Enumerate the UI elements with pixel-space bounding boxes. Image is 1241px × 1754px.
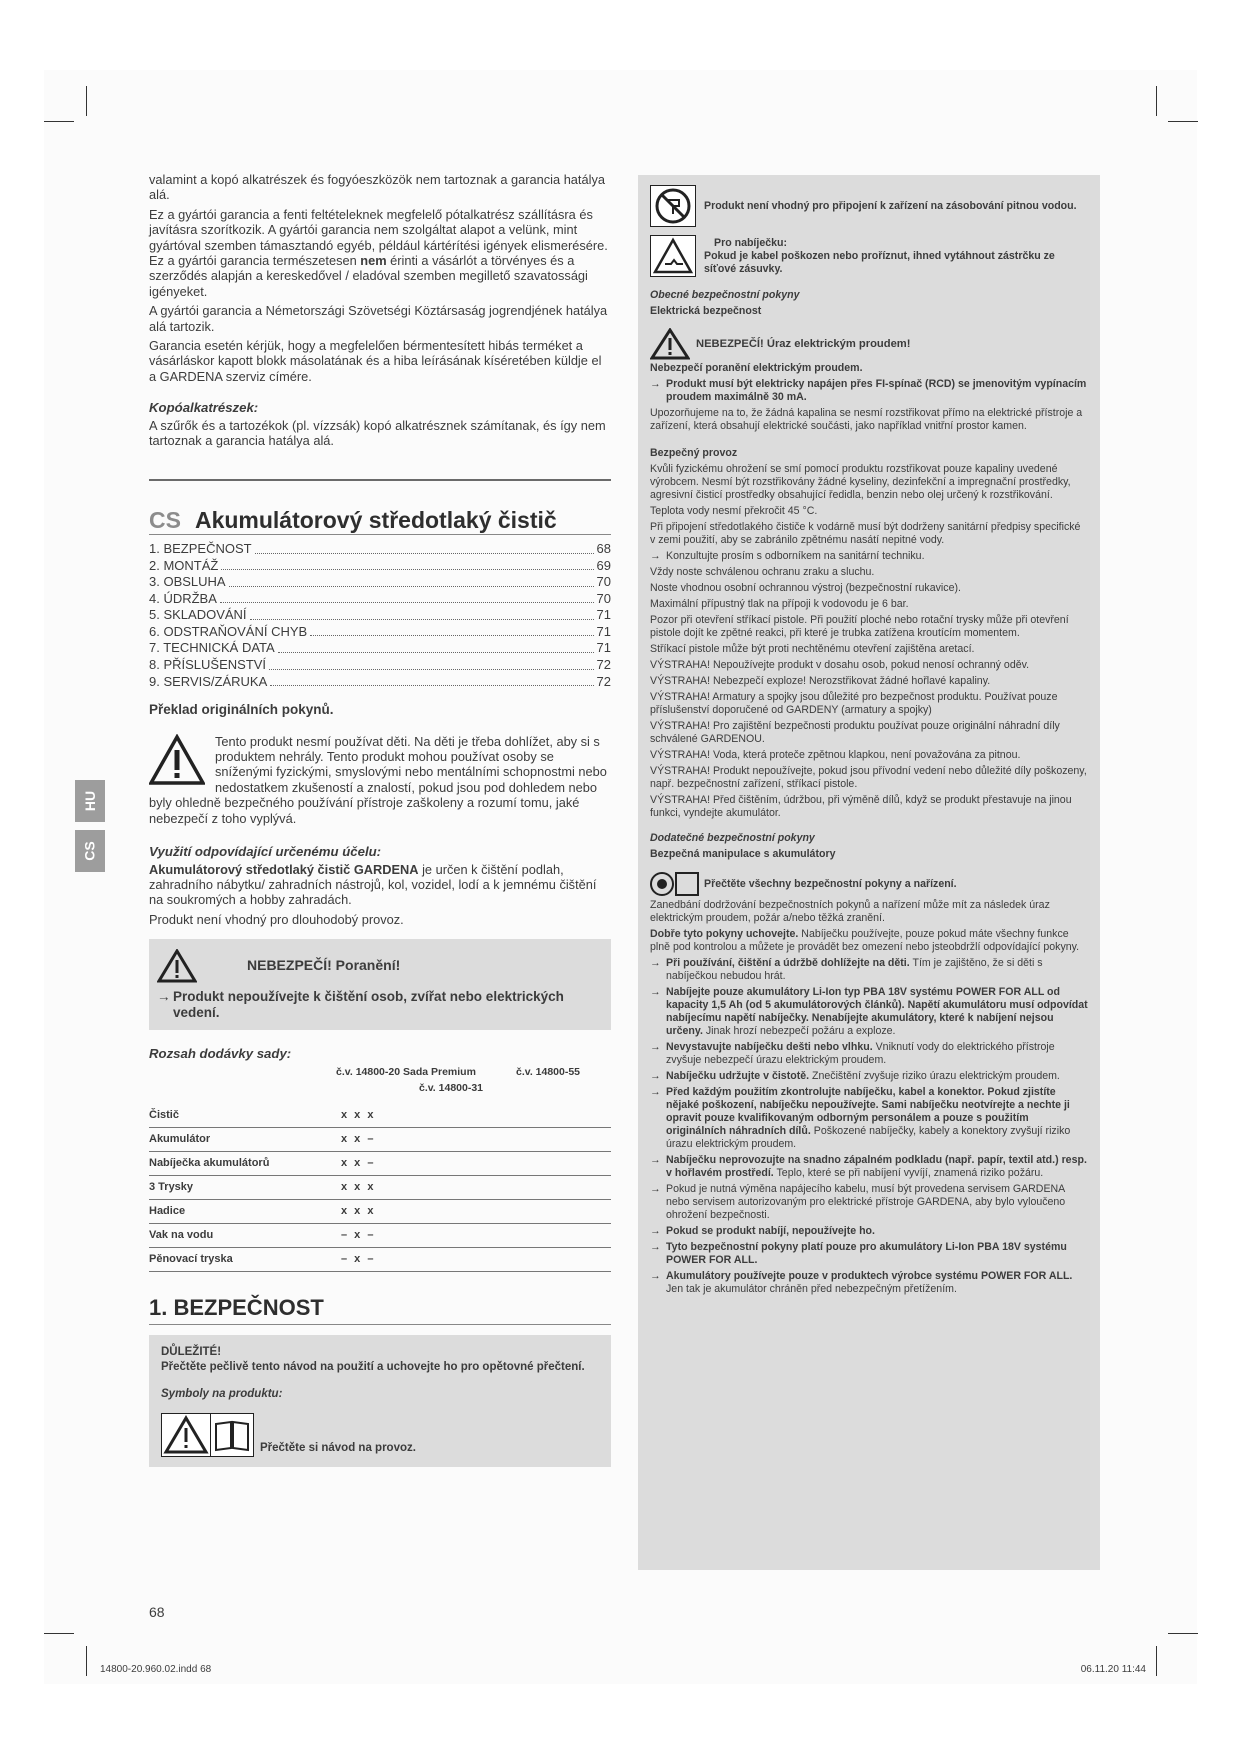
battery-handling-heading: Bezpečná manipulace s akumulátory [650, 848, 836, 860]
warning-icon [650, 328, 690, 360]
operation-text: VÝSTRAHA! Před čištěním, údržbou, při výměně dílů, když se produkt přestavuje na jinou funkci, vyndejte akumulátor. [650, 794, 1072, 819]
hu-paragraph: Garancia esetén kérjük, hogy a megfelelően bérmentesített hibás terméket a vásárláskor kapott blokk másolatának és a hiba leírásának kíséretében küldje el a GARDENA szerviz címére. [149, 338, 602, 384]
scope-table-header: č.v. 14800-20 Sada Premium č.v. 14800-31 č.v. 14800-55 [336, 1066, 581, 1094]
safety-heading: 1. BEZPEČNOST [149, 1300, 611, 1324]
continuous-use-note: Produkt není vhodný pro dlouhodobý provoz. [149, 911, 404, 927]
electrical-safety-heading: Elektrická bezpečnost [650, 305, 762, 317]
crop-mark [1168, 121, 1198, 122]
general-safety-heading: Obecné bezpečnostní pokyny [650, 289, 800, 301]
rcd-instruction: → Produkt musí být elektricky napájen přes FI-spínač (RCD) se jmenovitým vypínacím proudem maximálně 30 mA. [650, 378, 1087, 403]
divider [149, 479, 611, 481]
operation-text: VÝSTRAHA! Produkt nepoužívejte, pokud jsou přívodní vedení nebo důležité díly poškozeny, např. bezpečnostní zařízení, stříkací pistole. [650, 765, 1087, 790]
spray-note: Upozorňujeme na to, že žádná kapalina se nesmí rozstřikovat přímo na elektrické přístroje a zařízení, která obsahují elektrické součásti, jako například vnitřní prostor kamen. [650, 407, 1083, 432]
operation-text: Noste vhodnou osobní ochrannou výstroj (bezpečnostní rukavice). [650, 582, 961, 594]
danger-box: NEBEZPEČÍ! Poranění! → Produkt nepoužívejte k čištění osob, zvířat nebo elektrických vedení. [149, 939, 611, 1030]
list-item: → Při používání, čištění a údržbě dohlížejte na děti. Tím je zajištěno, že si děti s nabíječkou nebudou hrát. [650, 957, 1043, 982]
table-row: Akumulátor x x – [149, 1128, 611, 1152]
crop-mark [1156, 1646, 1157, 1676]
important-box: DŮLEŽITÉ! Přečtěte pečlivě tento návod na použití a uchovejte ho pro opětovné přečtení. Symboly na produktu: Přečtěte si návod na provoz. [149, 1335, 611, 1467]
operation-text: VÝSTRAHA! Voda, která proteče zpětnou klapkou, není považována za pitnou. [650, 749, 1021, 761]
neglect-note: Zanedbání dodržování bezpečnostních pokynů a nařízení může mít za následek úraz elektrickým proudem, požár a/nebo těžká zranění. [650, 899, 1050, 924]
page-number: 68 [149, 1604, 165, 1620]
crop-mark [1168, 1633, 1198, 1634]
crop-mark [44, 1633, 74, 1634]
drinking-water-note: Produkt není vhodný pro připojení k zařízení na zásobování pitnou vodou. [650, 185, 1088, 227]
operation-text: Vždy noste schválenou ochranu zraku a sluchu. [650, 566, 875, 578]
children-warning: Tento produkt nesmí používat děti. Na děti je třeba dohlížet, aby si s produktem nehrály. Tento produkt mohou používat osoby se sníženými fyzickými, smyslovými nebo mentálními schopnostmi nebo nedostatkem zkušeností a znalostí, pokud jsou pod dohledem nebo byly ohledně bezpečného používání přístroje zaškoleny a rozumí tomu, jaké nebezpečí z toho vyplývá. [149, 733, 607, 826]
crop-mark [86, 86, 87, 116]
toc-item: 6. ODSTRAŇOVÁNÍ CHYB 71 [149, 623, 611, 639]
section-title: CS Akumulátorový středotlaký čistič [149, 513, 611, 535]
hu-subheading: Kopóalkatrészek: [149, 400, 259, 416]
hu-paragraph: valamint a kopó alkatrészek és fogyóeszközök nem tartoznak a garancia hatálya alá. [149, 172, 605, 203]
tab-cs: CS [75, 830, 105, 872]
right-column [638, 175, 1100, 1570]
hu-paragraph: A gyártói garancia a Németországi Szövetségi Köztársaság jogrendjének hatálya alá tartozik. [149, 303, 608, 334]
battery-safety-list [650, 957, 1088, 1296]
manual-icon [211, 1413, 254, 1457]
scope-heading: Rozsah dodávky sady: [149, 1045, 292, 1061]
operation-text: VÝSTRAHA! Armatury a spojky jsou důležité pro bezpečnost produktu. Používat pouze příslušenství doporučené od GARDENY (armatury a spojky) [650, 691, 1058, 716]
operation-text: Při připojení středotlakého čističe k vodárně musí být dodrženy sanitární předpisy specifické v zemi použití, aby se zabránilo zpětnému nasátí nepitné vody. [650, 521, 1081, 546]
warning-icon [161, 1413, 211, 1457]
toc-item: 8. PŘÍSLUŠENSTVÍ 72 [149, 657, 611, 673]
table-row: Hadice x x x [149, 1200, 611, 1224]
toc-item: 7. TECHNICKÁ DATA 71 [149, 640, 611, 656]
operation-text: VÝSTRAHA! Pro zajištění bezpečnosti produktu používat pouze originální náhradní díly schválené GARDENOU. [650, 720, 1060, 745]
operation-text: Teplota vody nesmí překročit 45 °C. [650, 505, 818, 517]
electric-danger: NEBEZPEČÍ! Úraz elektrickým proudem! [650, 328, 1088, 360]
list-item: → Akumulátory používejte pouze v produktech výrobce systému POWER FOR ALL. Jen tak je akumulátor chráněn před nebezpečným přetížením. [650, 1270, 1073, 1295]
electric-warning-icon [650, 235, 696, 277]
additional-safety-heading: Dodatečné bezpečnostní pokyny [650, 832, 815, 844]
list-item: → Pokud se produkt nabíjí, nepoužívejte ho. [650, 1225, 875, 1237]
list-item: → Nabíječku neprovozujte na snadno zápalném podkladu (např. papír, textil atd.) resp. v hořlavém prostředí. Teplo, které se při nabíjení vyvíjí, znamená riziko požáru. [650, 1154, 1087, 1179]
charger-note: Pro nabíječku: Pokud je kabel poškozen nebo proříznut, ihned vytáhnout zástrčku ze síťové zásuvky. [650, 235, 1088, 277]
crop-mark [86, 1646, 87, 1676]
left-column [149, 172, 611, 1467]
table-row: Čistič x x x [149, 1104, 611, 1128]
intended-use-text: Akumulátorový středotlaký čistič GARDENA je určen k čištění podlah, zahradního nábytku/ zahradních nástrojů, kol, vozidel, lodí a k jemnému čištění na soukromých a hobby zahradách. [149, 861, 597, 908]
language-tabs [75, 780, 105, 880]
hu-paragraph: A szűrők és a tartozékok (pl. vízzsák) kopó alkatrésznek számítanak, és így nem tartoznak a garancia hatálya alá. [149, 417, 606, 449]
table-row: Vak na vodu – x – [149, 1224, 611, 1248]
table-of-contents [149, 541, 611, 690]
toc-item: 4. ÚDRŽBA 70 [149, 590, 611, 606]
no-drinking-water-icon [650, 185, 696, 227]
keep-note: Dobře tyto pokyny uchovejte. Nabíječku používejte, pouze pokud máte všechny funkce plně pod kontrolou a můžete je provádět bez omezení nebo jsteobdržlí odpovídající pokyny. [650, 928, 1080, 953]
list-item: → Nevystavujte nabíječku dešti nebo vlhku. Vniknutí vody do elektrického přístroje zvyšuje nebezpečí úrazu elektrickým proudem. [650, 1041, 1055, 1066]
operation-text: Pozor při otevření stříkací pistole. Při použití ploché nebo rotační trysky může při otevření pistole dojít ke zpětné reakci, při které je trubka zatížena kroutícím momentem. [650, 614, 1069, 639]
footer-date: 06.11.20 11:44 [1080, 1664, 1146, 1675]
toc-item: 5. SKLADOVÁNÍ 71 [149, 607, 611, 623]
intended-use-heading: Využití odpovídající určenému účelu: [149, 844, 382, 860]
electric-injury-text: Nebezpečí poranění elektrickým proudem. [650, 362, 863, 374]
list-item: → Tyto bezpečnostní pokyny platí pouze pro akumulátory Li-Ion PBA 18V systému POWER FOR ALL. [650, 1241, 1067, 1266]
operation-text: Maximální přípustný tlak na přípoji k vodovodu je 6 bar. [650, 598, 909, 610]
operation-text: Kvůli fyzickému ohrožení se smí pomocí produktu rozstřikovat pouze kapaliny uvedené výrobcem. Nesmí být rozstřikovány žádné kyseliny, dezinfekční a impregnační prostředky, agresivní čisticí prostředky obsahující ředidla, benzin nebo olej určený k rozstřikování. [650, 463, 1071, 501]
warning-icon [157, 949, 197, 983]
read-all-note: Přečtěte všechny bezpečnostní pokyny a nařízení. [650, 871, 1088, 897]
table-row: Pěnovací tryska – x – [149, 1248, 611, 1272]
hu-paragraph: Ez a gyártói garancia a fenti feltételeknek megfelelő pótalkatrész szállításra és javításra szorítkozik. A gyártói garancia nem szolgáltat alapot a velünk, mint gyártóval szemben támasztandó egyéb, például kártérítési igények elismerésére. Ez a gyártói garancia természetesen nem érinti a vásárlót a törvényes és a szerződés alapján a kereskedővel / eladóval szemben megillető szavatossági igényeket. [149, 206, 608, 299]
list-item: → Pokud je nutná výměna napájecího kabelu, musí být provedena servisem GARDENA nebo servisem autorizovaným pro elektrické přístroje GARDENA, aby bylo vyloučeno ohrožení bezpečnosti. [650, 1183, 1066, 1221]
toc-item: 9. SERVIS/ZÁRUKA 72 [149, 673, 611, 689]
safe-operation-heading: Bezpečný provoz [650, 447, 738, 459]
scope-table [149, 1104, 611, 1272]
tab-hu: HU [75, 780, 105, 822]
operation-text: VÝSTRAHA! Nebezpečí exploze! Nerozstřikovat žádné hořlavé kapaliny. [650, 675, 991, 687]
list-item: → Nabíjejte pouze akumulátory Li-Ion typ PBA 18V systému POWER FOR ALL od kapacity 1,5 Ah (od 5 akumulátorových článků). Napětí akumulátoru musí odpovídat nabíjecímu napětí nabíječky. Nenabíjejte akumulátory, které k nabíjení nejsou určeny. Jinak hrozí nebezpečí požáru a exploze. [650, 986, 1088, 1037]
list-item: → Před každým použitím zkontrolujte nabíječku, kabel a konektor. Pokud zjistíte nějaké poškození, nabíječku nepoužívejte. Sami nabíječku neotvírejte a nechte ji opravit pouze kvalifikovaným odborným personálem a pouze s použitím originálních náhradních dílů. Poškozené nabíječky, kabely a konektory zvyšují riziko úrazu elektrickým proudem. [650, 1086, 1071, 1150]
table-row: 3 Trysky x x x [149, 1176, 611, 1200]
operation-list [650, 566, 1088, 820]
toc-item: 1. BEZPEČNOST 68 [149, 540, 611, 556]
toc-item: 3. OBSLUHA 70 [149, 574, 611, 590]
operation-text: VÝSTRAHA! Nepoužívejte produkt v dosahu osob, pokud nenosí ochranný oděv. [650, 659, 1030, 671]
translation-note: Překlad originálních pokynů. [149, 702, 334, 718]
crop-mark [1156, 86, 1157, 116]
read-manual-icon [650, 871, 700, 897]
footer-file: 14800-20.960.02.indd 68 [100, 1664, 212, 1675]
warning-icon [149, 734, 205, 786]
operation-text: Stříkací pistole může být proti nechtěnému otevření zajištěna aretací. [650, 643, 975, 655]
table-row: Nabíječka akumulátorů x x – [149, 1152, 611, 1176]
crop-mark [44, 121, 74, 122]
list-item: → Nabíječku udržujte v čistotě. Znečištění zvyšuje riziko úrazu elektrickým proudem. [650, 1070, 1060, 1082]
consult-note: → Konzultujte prosím s odborníkem na sanitární techniku. [650, 550, 925, 562]
toc-item: 2. MONTÁŽ 69 [149, 557, 611, 573]
